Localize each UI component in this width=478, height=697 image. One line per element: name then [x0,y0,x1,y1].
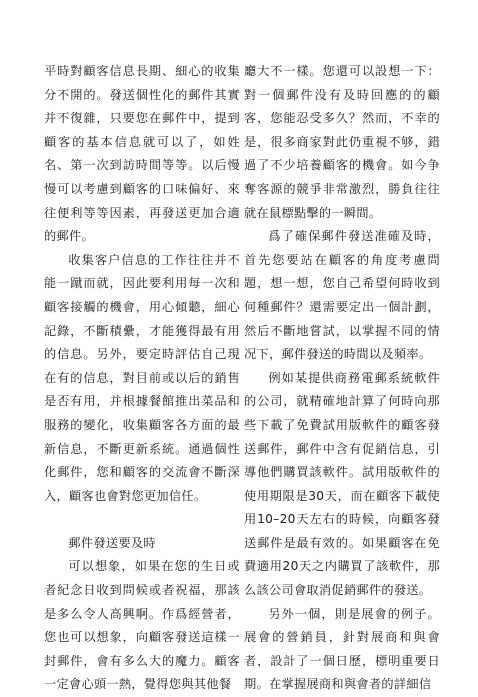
paragraph: 平時對顧客信息長期、細心的收集分不開的。發送個性化的郵件其實并不復雜，只要您在郵件中，提到顧客的基本信息就可以了，如姓名、第一次到訪時間等等。以后慢慢可以考慮到顧客的口味偏好、來往便利等等因素，再發送更加合適的郵件。 [44,64,240,244]
paragraph: 可以想象，如果在您的生日或者紀念日收到問候或者祝福，那該是多么令人高興啊。作爲經營者，您也可以想象，向顧客發送這樣一封郵件，會有多么大的魔力。顧客一定會心頭一熱，覺得您與其他餐 [44,559,240,692]
paragraph: 廳大不一樣。您還可以設想一下：對一個郵件没有及時回應的的顧客，您能忍受多久？然而，不幸的是，很多商家對此仍重視不够，錯過了不少培養顧客的機會。如今争奪客源的競爭非常激烈，勝負往往就在鼠標點擊的一瞬間。 [244,64,440,220]
paragraph: 例如某提供商務電郵系統軟件的公司，就精確地計算了何時向那些下載了免費試用版軟件的顧客發送郵件，郵件中含有促銷信息，引導他們購買該軟件。試用版軟件的使用期限是30天，而在顧客下載使用10–20天左右的時候，向顧客發送郵件是最有效的。如果顧客在免費適用20天之内購買了該軟件，那么該公司會取消促銷郵件的發送。 [244,370,440,598]
left-column [44,60,240,697]
paragraph: 爲了確保郵件發送准確及時，首先您要站在顧客的角度考慮問題，想一想，您自己希望何時收到何種郵件？還需要定出一個計劃，然后不斷地嘗試，以掌握不同的情况下，郵件發送的時間以及頻率。 [244,229,440,362]
right-column [244,60,440,697]
paragraph: 另外一個，則是展會的例子。展會的營銷員，針對展商和與會者，設計了一個日歷，標明重要日期。在掌握展商和與會者的詳細信 [244,606,440,692]
paragraph: 收集客户信息的工作往往并不能一蹴而就，因此要利用每一次和顧客接觸的機會，用心傾聽，細心記錄，不斷積纍，才能獲得最有用的信息。另外，要定時評估自己現在有的信息，對目前或以后的銷售是否有用，并根據餐館推出菜品和服務的變化，收集顧客各方面的最新信息，不斷更新系統。通過個性化郵件，您和顧客的交流會不斷深入，顧客也會對您更加信任。 [44,252,240,503]
section-heading: 郵件發送要及時 [68,535,156,550]
